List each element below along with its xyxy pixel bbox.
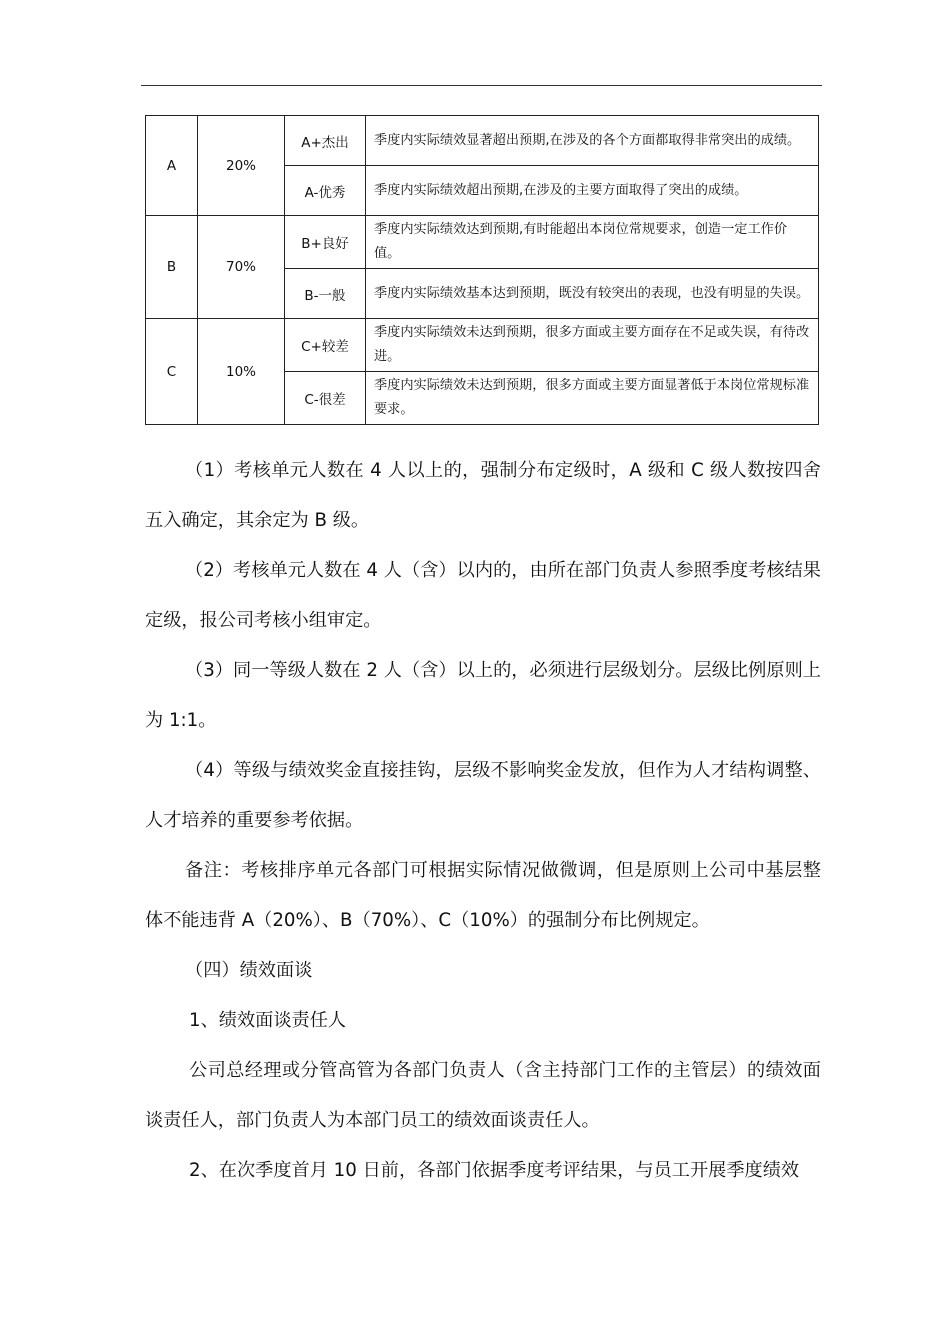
grade-description-cell: 季度内实际绩效未达到预期，很多方面或主要方面存在不足或失误，有待改进。 xyxy=(366,319,819,372)
table-row xyxy=(146,319,819,372)
grade-level-cell: A xyxy=(146,116,198,216)
sub-grade-cell: C+较差 xyxy=(285,319,366,372)
document-body xyxy=(145,446,821,1196)
timing-paragraph: 2、在次季度首月 10 日前，各部门依据季度考评结果，与员工开展季度绩效 xyxy=(189,1160,800,1181)
grade-description-cell: 季度内实际绩效超出预期,在涉及的主要方面取得了突出的成绩。 xyxy=(366,166,819,216)
subsection-heading: 1、绩效面谈责任人 xyxy=(189,1010,347,1031)
sub-grade-cell: A-优秀 xyxy=(285,166,366,216)
rule-paragraph-3: （3）同一等级人数在 2 人（含）以上的，必须进行层级划分。层级比例原则上为 1:1。 xyxy=(145,660,821,731)
grade-ratio-cell: 10% xyxy=(198,319,285,425)
rule-paragraph-4: （4）等级与绩效奖金直接挂钩，层级不影响奖金发放，但作为人才结构调整、人才培养的重要参考依据。 xyxy=(145,760,821,831)
grade-description-cell: 季度内实际绩效显著超出预期,在涉及的各个方面都取得非常突出的成绩。 xyxy=(366,116,819,166)
table-row xyxy=(146,216,819,269)
section-heading: （四）绩效面谈 xyxy=(185,960,313,981)
sub-grade-cell: A+杰出 xyxy=(285,116,366,166)
grade-description-cell: 季度内实际绩效未达到预期，很多方面或主要方面显著低于本岗位常规标准要求。 xyxy=(366,372,819,425)
grade-distribution-table xyxy=(145,115,819,425)
remark-paragraph: 备注：考核排序单元各部门可根据实际情况做微调，但是原则上公司中基层整体不能违背 A（20%）、B（70%）、C（10%）的强制分布比例规定。 xyxy=(145,860,821,931)
header-rule xyxy=(141,85,822,86)
grade-level-cell: B xyxy=(146,216,198,319)
grade-ratio-cell: 70% xyxy=(198,216,285,319)
grade-description-cell: 季度内实际绩效基本达到预期，既没有较突出的表现，也没有明显的失误。 xyxy=(366,269,819,319)
rule-paragraph-2: （2）考核单元人数在 4 人（含）以内的，由所在部门负责人参照季度考核结果定级，报公司考核小组审定。 xyxy=(145,560,821,631)
grade-description-cell: 季度内实际绩效达到预期,有时能超出本岗位常规要求，创造一定工作价值。 xyxy=(366,216,819,269)
sub-grade-cell: B+良好 xyxy=(285,216,366,269)
sub-grade-cell: B-一般 xyxy=(285,269,366,319)
rule-paragraph-1: （1）考核单元人数在 4 人以上的，强制分布定级时，A 级和 C 级人数按四舍五入确定，其余定为 B 级。 xyxy=(145,460,821,531)
sub-grade-cell: C-很差 xyxy=(285,372,366,425)
grade-ratio-cell: 20% xyxy=(198,116,285,216)
grade-level-cell: C xyxy=(146,319,198,425)
table-row xyxy=(146,116,819,166)
responsibility-paragraph: 公司总经理或分管高管为各部门负责人（含主持部门工作的主管层）的绩效面谈责任人，部门负责人为本部门员工的绩效面谈责任人。 xyxy=(145,1060,821,1131)
